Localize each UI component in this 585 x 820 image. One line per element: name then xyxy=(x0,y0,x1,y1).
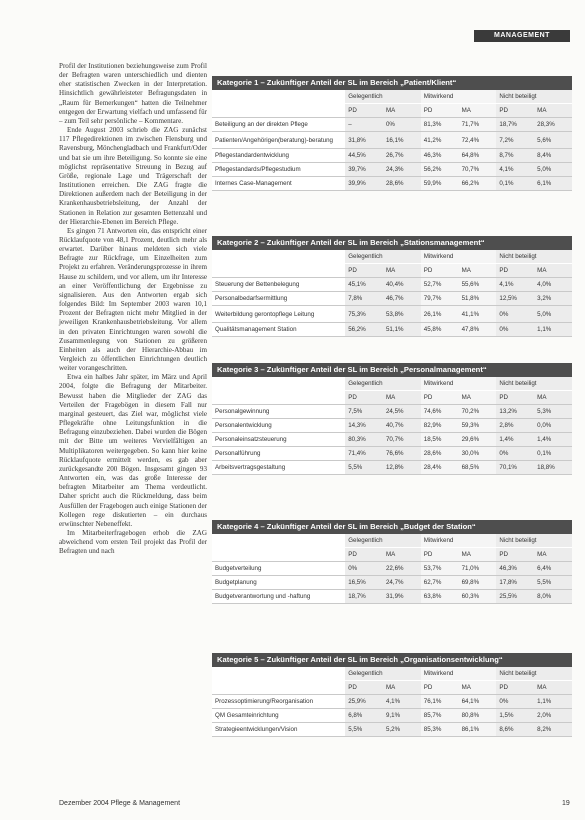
value-cell: 41,2% xyxy=(421,132,459,149)
value-cell: 5,5% xyxy=(534,576,572,590)
article-body xyxy=(59,62,207,556)
table-row xyxy=(212,433,572,447)
value-cell: 28,3% xyxy=(534,118,572,132)
row-label: Strategieentwicklungen/Vision xyxy=(212,723,345,737)
value-cell: 5,3% xyxy=(534,405,572,419)
column-header: MA xyxy=(459,681,497,695)
value-cell: 5,0% xyxy=(534,306,572,323)
value-cell: 45,8% xyxy=(421,323,459,337)
header-spacer xyxy=(212,250,345,264)
column-header: MA xyxy=(383,391,421,405)
header-spacer xyxy=(212,264,345,278)
value-cell: 4,1% xyxy=(496,278,534,292)
value-cell: 5,5% xyxy=(345,461,383,475)
column-header: MA xyxy=(383,104,421,118)
value-cell: 53,7% xyxy=(421,562,459,576)
value-cell: 0% xyxy=(496,447,534,461)
value-cell: 41,1% xyxy=(459,306,497,323)
column-header: PD xyxy=(421,104,459,118)
value-cell: 80,3% xyxy=(345,433,383,447)
value-cell: 24,5% xyxy=(383,405,421,419)
category-table-5 xyxy=(212,653,572,737)
value-cell: 6,4% xyxy=(534,562,572,576)
value-cell: 7,5% xyxy=(345,405,383,419)
category-data-table xyxy=(212,90,572,191)
value-cell: 1,1% xyxy=(534,323,572,337)
group-header: Gelegentlich xyxy=(345,250,421,264)
value-cell: 17,8% xyxy=(496,576,534,590)
value-cell: 76,6% xyxy=(383,447,421,461)
value-cell: 46,7% xyxy=(383,292,421,306)
column-header: MA xyxy=(534,104,572,118)
table-row xyxy=(212,149,572,163)
value-cell: 24,3% xyxy=(383,163,421,177)
value-cell: 1,4% xyxy=(496,433,534,447)
column-header: PD xyxy=(496,548,534,562)
category-data-table xyxy=(212,250,572,337)
value-cell: 5,6% xyxy=(534,132,572,149)
group-header: Mitwirkend xyxy=(421,534,497,548)
value-cell: 18,7% xyxy=(345,590,383,604)
column-header: MA xyxy=(459,548,497,562)
value-cell: 52,7% xyxy=(421,278,459,292)
value-cell: 18,8% xyxy=(534,461,572,475)
value-cell: 40,4% xyxy=(383,278,421,292)
column-header: PD xyxy=(345,548,383,562)
value-cell: 25,9% xyxy=(345,695,383,709)
value-cell: 5,0% xyxy=(534,163,572,177)
column-header: MA xyxy=(459,391,497,405)
table-row xyxy=(212,323,572,337)
table-row xyxy=(212,419,572,433)
header-spacer xyxy=(212,667,345,681)
row-label: Steuerung der Bettenbelegung xyxy=(212,278,345,292)
section-header: MANAGEMENT xyxy=(474,30,570,42)
value-cell: 6,1% xyxy=(534,177,572,191)
value-cell: 70,7% xyxy=(459,163,497,177)
value-cell: 39,9% xyxy=(345,177,383,191)
value-cell: 85,7% xyxy=(421,709,459,723)
value-cell: 71,4% xyxy=(345,447,383,461)
column-header: PD xyxy=(345,681,383,695)
value-cell: 82,9% xyxy=(421,419,459,433)
group-header: Mitwirkend xyxy=(421,667,497,681)
column-header: PD xyxy=(496,681,534,695)
value-cell: 25,5% xyxy=(496,590,534,604)
value-cell: 39,7% xyxy=(345,163,383,177)
value-cell: 0,0% xyxy=(534,419,572,433)
value-cell: 40,7% xyxy=(383,419,421,433)
category-title: Kategorie 4 – Zukünftiger Anteil der SL im Bereich „Budget der Station“ xyxy=(212,520,572,534)
category-data-table xyxy=(212,534,572,604)
value-cell: 53,8% xyxy=(383,306,421,323)
value-cell: 2,0% xyxy=(534,709,572,723)
value-cell: 44,5% xyxy=(345,149,383,163)
table-row xyxy=(212,163,572,177)
category-title: Kategorie 5 – Zukünftiger Anteil der SL im Bereich „Organisationsentwicklung“ xyxy=(212,653,572,667)
column-header: PD xyxy=(496,264,534,278)
value-cell: 85,3% xyxy=(421,723,459,737)
value-cell: 46,3% xyxy=(421,149,459,163)
footer-issue: Dezember 2004 Pflege & Management xyxy=(59,800,181,807)
value-cell: 16,1% xyxy=(383,132,421,149)
value-cell: 8,7% xyxy=(496,149,534,163)
value-cell: 7,8% xyxy=(345,292,383,306)
row-label: Qualitätsmanagement Station xyxy=(212,323,345,337)
value-cell: 70,7% xyxy=(383,433,421,447)
value-cell: 0% xyxy=(496,695,534,709)
value-cell: 12,5% xyxy=(496,292,534,306)
column-header: MA xyxy=(383,548,421,562)
value-cell: 31,8% xyxy=(345,132,383,149)
table-row xyxy=(212,723,572,737)
value-cell: 8,0% xyxy=(534,590,572,604)
value-cell: 71,7% xyxy=(459,118,497,132)
value-cell: 4,0% xyxy=(534,278,572,292)
column-header: PD xyxy=(345,391,383,405)
value-cell: 80,8% xyxy=(459,709,497,723)
table-row xyxy=(212,405,572,419)
value-cell: – xyxy=(345,118,383,132)
paragraph: Es gingen 71 Antworten ein, das entspricht einer Rücklaufquote von 48,1 Prozent, deutlich mehr als erwartet. Darüber hinaus meldeten sich viele Befragte zur Rückfrage, um Einzelheiten zum Projekt zu erfahren. Veränderungsprozesse in ihrem Hause zu schildern, und vor allem, um ihr Interesse an einer Veröffentlichung der Ergebnisse zu signalisieren. Aus den Antworten ergab sich folgendes Bild: Im September 2003 waren 10,1 Prozent der Befragten nicht mehr Mitglied in der jeweiligen Krankenhausbetriebsleitung. Vor allem in den privaten Einrichtungen waren sowohl die Zusammenlegung von Stationen zu größeren Einheiten als auch der Hierarchie-Abbau im Vergleich zu öffentlichen Einrichtungen deutlich weiter vorangeschritten. xyxy=(59,226,207,373)
value-cell: 46,3% xyxy=(496,562,534,576)
row-label: Prozessoptimierung/Reorganisation xyxy=(212,695,345,709)
value-cell: 14,3% xyxy=(345,419,383,433)
value-cell: 8,6% xyxy=(496,723,534,737)
group-header: Nicht beteiligt xyxy=(496,534,572,548)
value-cell: 71,0% xyxy=(459,562,497,576)
value-cell: 75,3% xyxy=(345,306,383,323)
value-cell: 5,5% xyxy=(345,723,383,737)
row-label: Internes Case-Management xyxy=(212,177,345,191)
value-cell: 24,7% xyxy=(383,576,421,590)
header-spacer xyxy=(212,90,345,104)
value-cell: 8,2% xyxy=(534,723,572,737)
value-cell: 0% xyxy=(496,306,534,323)
value-cell: 59,9% xyxy=(421,177,459,191)
header-spacer xyxy=(212,681,345,695)
value-cell: 29,6% xyxy=(459,433,497,447)
header-spacer xyxy=(212,377,345,391)
value-cell: 18,5% xyxy=(421,433,459,447)
value-cell: 62,7% xyxy=(421,576,459,590)
header-spacer xyxy=(212,391,345,405)
value-cell: 56,2% xyxy=(345,323,383,337)
page-number: 19 xyxy=(562,800,570,807)
value-cell: 70,1% xyxy=(496,461,534,475)
value-cell: 45,1% xyxy=(345,278,383,292)
value-cell: 4,1% xyxy=(496,163,534,177)
group-header: Nicht beteiligt xyxy=(496,667,572,681)
table-row xyxy=(212,118,572,132)
value-cell: 30,0% xyxy=(459,447,497,461)
header-spacer xyxy=(212,104,345,118)
value-cell: 56,2% xyxy=(421,163,459,177)
row-label: Arbeitsvertragsgestaltung xyxy=(212,461,345,475)
row-label: Personalentwicklung xyxy=(212,419,345,433)
value-cell: 28,6% xyxy=(383,177,421,191)
table-row xyxy=(212,709,572,723)
category-table-3 xyxy=(212,363,572,475)
column-header: PD xyxy=(421,681,459,695)
value-cell: 18,7% xyxy=(496,118,534,132)
category-table-1 xyxy=(212,76,572,191)
value-cell: 64,1% xyxy=(459,695,497,709)
column-header: MA xyxy=(534,681,572,695)
group-header: Nicht beteiligt xyxy=(496,250,572,264)
row-label: Pflegestandardentwicklung xyxy=(212,149,345,163)
value-cell: 63,8% xyxy=(421,590,459,604)
group-header: Nicht beteiligt xyxy=(496,90,572,104)
column-header: MA xyxy=(534,391,572,405)
value-cell: 8,4% xyxy=(534,149,572,163)
value-cell: 31,9% xyxy=(383,590,421,604)
group-header: Mitwirkend xyxy=(421,250,497,264)
value-cell: 47,8% xyxy=(459,323,497,337)
value-cell: 1,1% xyxy=(534,695,572,709)
value-cell: 3,2% xyxy=(534,292,572,306)
row-label: Pflegestandards/Pflegestudium xyxy=(212,163,345,177)
value-cell: 60,3% xyxy=(459,590,497,604)
value-cell: 1,5% xyxy=(496,709,534,723)
value-cell: 2,8% xyxy=(496,419,534,433)
value-cell: 86,1% xyxy=(459,723,497,737)
row-label: Budgetverantwortung und -haftung xyxy=(212,590,345,604)
value-cell: 51,1% xyxy=(383,323,421,337)
group-header: Mitwirkend xyxy=(421,90,497,104)
column-header: PD xyxy=(421,548,459,562)
category-title: Kategorie 1 – Zukünftiger Anteil der SL im Bereich „Patient/Klient“ xyxy=(212,76,572,90)
category-title: Kategorie 2 – Zukünftiger Anteil der SL im Bereich „Stationsmanagement“ xyxy=(212,236,572,250)
row-label: Weiterbildung gerontopflege Leitung xyxy=(212,306,345,323)
value-cell: 76,1% xyxy=(421,695,459,709)
row-label: QM Gesamteinrichtung xyxy=(212,709,345,723)
column-header: MA xyxy=(383,264,421,278)
value-cell: 0,1% xyxy=(534,447,572,461)
value-cell: 16,5% xyxy=(345,576,383,590)
value-cell: 0% xyxy=(345,562,383,576)
table-row xyxy=(212,278,572,292)
group-header: Gelegentlich xyxy=(345,90,421,104)
table-row xyxy=(212,447,572,461)
row-label: Budgetplanung xyxy=(212,576,345,590)
value-cell: 70,2% xyxy=(459,405,497,419)
value-cell: 6,8% xyxy=(345,709,383,723)
value-cell: 72,4% xyxy=(459,132,497,149)
value-cell: 22,6% xyxy=(383,562,421,576)
row-label: Personaleinsatzsteuerung xyxy=(212,433,345,447)
category-title: Kategorie 3 – Zukünftiger Anteil der SL im Bereich „Personalmanagement“ xyxy=(212,363,572,377)
value-cell: 79,7% xyxy=(421,292,459,306)
table-row xyxy=(212,306,572,323)
column-header: MA xyxy=(459,264,497,278)
row-label: Personalführung xyxy=(212,447,345,461)
value-cell: 4,1% xyxy=(383,695,421,709)
column-header: PD xyxy=(496,104,534,118)
value-cell: 1,4% xyxy=(534,433,572,447)
category-table-2 xyxy=(212,236,572,337)
column-header: PD xyxy=(345,104,383,118)
value-cell: 26,1% xyxy=(421,306,459,323)
value-cell: 66,2% xyxy=(459,177,497,191)
column-header: MA xyxy=(534,264,572,278)
value-cell: 68,5% xyxy=(459,461,497,475)
value-cell: 12,8% xyxy=(383,461,421,475)
paragraph: Profil der Institutionen beziehungsweise zum Profil der Befragten waren unterschiedlich und dienten eher statistischen Zwecken in der Interpretation. Hinsichtlich gewährleisteter Befragungsdaten in „Raum für Bemerkungen“ hatten die Teilnehmer entgegen der Erwartung vielfach und umfassend für – zum Teil sehr persönliche – Kommentare. xyxy=(59,62,207,125)
value-cell: 81,3% xyxy=(421,118,459,132)
value-cell: 59,3% xyxy=(459,419,497,433)
value-cell: 0% xyxy=(383,118,421,132)
value-cell: 74,6% xyxy=(421,405,459,419)
row-label: Patienten/Angehörigen(beratung)-beratung xyxy=(212,132,345,149)
table-row xyxy=(212,292,572,306)
table-row xyxy=(212,177,572,191)
column-header: PD xyxy=(496,391,534,405)
row-label: Budgetverteilung xyxy=(212,562,345,576)
table-row xyxy=(212,576,572,590)
row-label: Personalgewinnung xyxy=(212,405,345,419)
value-cell: 9,1% xyxy=(383,709,421,723)
group-header: Nicht beteiligt xyxy=(496,377,572,391)
paragraph: Ende August 2003 schrieb die ZAG zunächst 117 Pflegedirektionen im zwischen Flensburg und Ravensburg, Mönchengladbach und Frankfurt/Oder und bat sie um ihre Beteiligung. So konnte sie eine möglichst repräsentative Streuung in Bezug auf Größe, regionale Lage und Trägerschaft der Institutionen erreichen. Die ZAG fragte die Direktionen außerdem nach der Beteiligung in der Krankenhausbetriebsleitung, der Anzahl der Stationen in Relation zur gesamten Bettenzahl und der Hierarchie-Ebenen im Bereich Pflege. xyxy=(59,126,207,226)
table-row xyxy=(212,461,572,475)
row-label: Personalbedarfsermittlung xyxy=(212,292,345,306)
value-cell: 5,2% xyxy=(383,723,421,737)
row-label: Beteiligung an der direkten Pflege xyxy=(212,118,345,132)
paragraph: Im Mitarbeiterfragebogen erhob die ZAG abweichend vom ersten Teil projekt das Profil der Befragten und nach xyxy=(59,528,207,556)
category-data-table xyxy=(212,377,572,475)
value-cell: 64,8% xyxy=(459,149,497,163)
value-cell: 69,8% xyxy=(459,576,497,590)
column-header: PD xyxy=(421,264,459,278)
value-cell: 0,1% xyxy=(496,177,534,191)
column-header: PD xyxy=(345,264,383,278)
value-cell: 55,6% xyxy=(459,278,497,292)
table-row xyxy=(212,695,572,709)
value-cell: 51,8% xyxy=(459,292,497,306)
table-row xyxy=(212,132,572,149)
group-header: Mitwirkend xyxy=(421,377,497,391)
header-spacer xyxy=(212,534,345,548)
table-row xyxy=(212,590,572,604)
header-spacer xyxy=(212,548,345,562)
paragraph: Etwa ein halbes Jahr später, im März und April 2004, folgte die Befragung der Mitarbeiter. Bewusst haben die Mitglieder der ZAG das Verteilen der Fragebögen in diesem Fall nur marginal gesteuert, das Ziel war, möglichst viele Pflegekräfte ohne Leitungsfunktion in die Befragung einzubeziehen. Dabei wurden die Bögen mit der Bitte um weiteres Vervielfältigen an Multiplikatoren weitergegeben. So kann hier keine Rücklaufquote ermittelt werden, es gab aber zurückgesandte 200 Bögen. Insgesamt gingen 93 Antworten ein, was das große Interesse der befragten Mitarbeiter am Thema verdeutlicht. Daher spricht auch die Rückmeldung, dass beim Ausfüllen der Fragebogen auch einige Stationen der Kollegen rege diskutierten – ein durchaus erwünschter Nebeneffekt. xyxy=(59,373,207,528)
table-row xyxy=(212,562,572,576)
value-cell: 13,2% xyxy=(496,405,534,419)
value-cell: 28,4% xyxy=(421,461,459,475)
value-cell: 26,7% xyxy=(383,149,421,163)
value-cell: 0% xyxy=(496,323,534,337)
group-header: Gelegentlich xyxy=(345,667,421,681)
column-header: MA xyxy=(383,681,421,695)
column-header: MA xyxy=(459,104,497,118)
category-data-table xyxy=(212,667,572,737)
column-header: PD xyxy=(421,391,459,405)
value-cell: 7,2% xyxy=(496,132,534,149)
column-header: MA xyxy=(534,548,572,562)
group-header: Gelegentlich xyxy=(345,534,421,548)
value-cell: 28,6% xyxy=(421,447,459,461)
category-table-4 xyxy=(212,520,572,604)
group-header: Gelegentlich xyxy=(345,377,421,391)
